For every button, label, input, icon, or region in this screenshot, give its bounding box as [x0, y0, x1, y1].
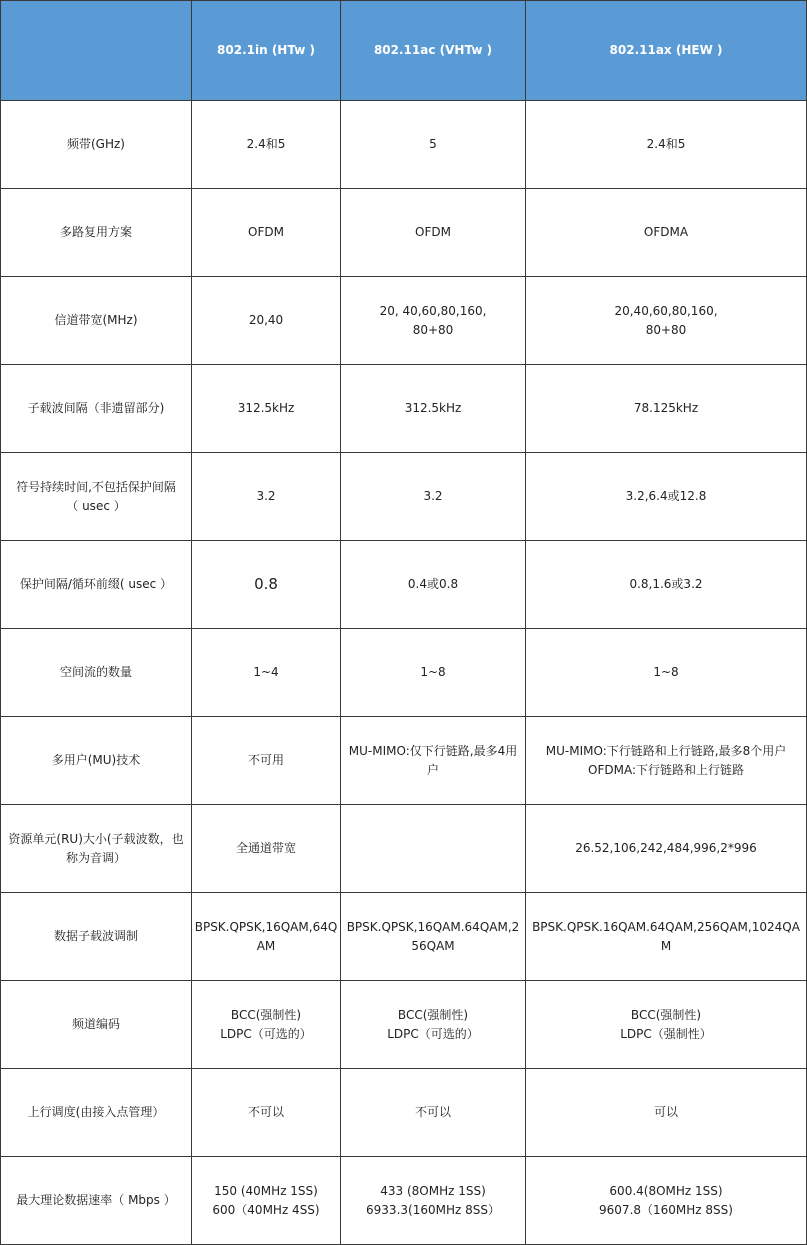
- row-label-cell: [1, 717, 192, 805]
- cell-80211n: [192, 101, 341, 189]
- cell-80211ac: [341, 1157, 526, 1245]
- cell-text: 上行调度(由接入点管理）: [27, 1105, 165, 1119]
- cell-text: 信道带宽(MHz): [54, 313, 138, 327]
- cell-80211ax: [526, 893, 807, 981]
- table-row: [1, 629, 807, 717]
- table-row: [1, 981, 807, 1069]
- cell-80211n: [192, 629, 341, 717]
- cell-80211ax: [526, 1157, 807, 1245]
- cell-80211n: [192, 717, 341, 805]
- cell-80211n: [192, 277, 341, 365]
- cell-80211ac: [341, 805, 526, 893]
- cell-text: OFDMA:下行链路和上行链路: [588, 762, 744, 777]
- cell-text: 80+80: [645, 322, 687, 337]
- table-row: [1, 277, 807, 365]
- cell-80211ac: [341, 717, 526, 805]
- cell-80211n: [192, 981, 341, 1069]
- table-row: [1, 101, 807, 189]
- cell-text: 312.5kHz: [404, 401, 462, 415]
- cell-text: 20, 40,60,80,160,: [379, 303, 487, 318]
- cell-80211ax: [526, 453, 807, 541]
- cell-text: 433 (8OMHz 1SS): [380, 1183, 486, 1198]
- cell-text: 5: [429, 137, 437, 151]
- cell-80211ac: [341, 189, 526, 277]
- cell-80211ac: [341, 1069, 526, 1157]
- cell-text: 9607.8（160MHz 8SS): [599, 1202, 733, 1217]
- row-label-cell: [1, 893, 192, 981]
- header-80211ac: 802.11ac (VHTw ): [341, 1, 526, 101]
- cell-text: LDPC（可选的）: [220, 1026, 312, 1041]
- table-row: [1, 1069, 807, 1157]
- cell-text: （ usec ）: [66, 498, 126, 513]
- cell-text: 1~8: [653, 665, 679, 679]
- row-label-cell: [1, 189, 192, 277]
- cell-text: BCC(强制性): [630, 1007, 702, 1022]
- header-80211n: 802.1in (HTw ): [192, 1, 341, 101]
- row-label-cell: [1, 541, 192, 629]
- cell-80211ax: [526, 277, 807, 365]
- table-row: [1, 541, 807, 629]
- row-label-cell: [1, 453, 192, 541]
- cell-80211ax: [526, 717, 807, 805]
- cell-text: 多路复用方案: [59, 225, 132, 239]
- header-80211ax: 802.11ax (HEW ): [526, 1, 807, 101]
- table-row: [1, 805, 807, 893]
- cell-text: 空间流的数量: [59, 665, 132, 679]
- cell-text: 频道编码: [71, 1017, 120, 1031]
- cell-80211ac: [341, 277, 526, 365]
- cell-text: BCC(强制性): [397, 1007, 469, 1022]
- table-row: [1, 717, 807, 805]
- cell-text: OFDMA: [643, 225, 689, 239]
- header-row: [1, 1, 807, 101]
- cell-text: 150 (40MHz 1SS): [214, 1183, 318, 1198]
- cell-text: 2.4和5: [646, 137, 686, 151]
- table-row: [1, 893, 807, 981]
- cell-text: 不可以: [414, 1105, 451, 1119]
- cell-text: OFDM: [248, 225, 284, 239]
- cell-text: 2.4和5: [246, 137, 286, 151]
- cell-text: 0.8: [254, 575, 278, 593]
- cell-text: 26.52,106,242,484,996,2*996: [575, 841, 757, 855]
- cell-80211ax: [526, 981, 807, 1069]
- table-row: [1, 1157, 807, 1245]
- cell-text: 不可用: [247, 753, 284, 767]
- cell-80211ac: [341, 453, 526, 541]
- cell-80211ac: [341, 981, 526, 1069]
- cell-text: 3.2: [256, 489, 276, 503]
- cell-text: 子载波间隔（非遗留部分): [27, 401, 165, 415]
- cell-text: 600（40MHz 4SS): [212, 1202, 320, 1217]
- table-row: [1, 453, 807, 541]
- row-label-cell: [1, 101, 192, 189]
- cell-text: 保护间隔/循环前缀( usec ）: [19, 577, 173, 591]
- cell-text: 312.5kHz: [237, 401, 295, 415]
- cell-80211n: [192, 453, 341, 541]
- cell-80211n: [192, 893, 341, 981]
- cell-80211n: [192, 1069, 341, 1157]
- cell-80211ac: [341, 365, 526, 453]
- cell-80211n: [192, 189, 341, 277]
- cell-80211ax: [526, 365, 807, 453]
- cell-text: BPSK.QPSK.16QAM.64QAM,256QAM,1024QAM: [532, 919, 800, 953]
- cell-text: 数据子载波调制: [53, 929, 138, 943]
- cell-80211n: [192, 1157, 341, 1245]
- cell-80211ax: [526, 1069, 807, 1157]
- cell-text: 全通道带宽: [235, 841, 296, 855]
- cell-text: 80+80: [412, 322, 454, 337]
- cell-text: BCC(强制性): [230, 1007, 302, 1022]
- cell-80211ax: [526, 805, 807, 893]
- row-label-cell: [1, 629, 192, 717]
- cell-text: 600.4(8OMHz 1SS): [609, 1183, 723, 1198]
- cell-text: 3.2: [423, 489, 443, 503]
- cell-text: 资源单元(RU)大小(子载波数，也称为音调）: [8, 831, 184, 865]
- cell-text: 1~4: [253, 665, 279, 679]
- cell-text: LDPC（强制性）: [620, 1026, 712, 1041]
- row-label-cell: [1, 805, 192, 893]
- cell-text: 20,40,60,80,160,: [614, 303, 718, 318]
- cell-text: 可以: [653, 1105, 678, 1119]
- cell-text: MU-MIMO:下行链路和上行链路,最多8个用户: [545, 743, 787, 758]
- cell-text: 频带(GHz): [67, 137, 125, 151]
- cell-text: 0.8,1.6或3.2: [629, 577, 703, 591]
- cell-text: 最大理论数据速率（ Mbps ）: [16, 1193, 176, 1207]
- cell-80211n: [192, 541, 341, 629]
- cell-80211ac: [341, 629, 526, 717]
- row-label-cell: [1, 277, 192, 365]
- cell-80211ac: [341, 101, 526, 189]
- cell-text: 多用户(MU)技术: [51, 753, 141, 767]
- cell-80211ac: [341, 541, 526, 629]
- header-corner-cell: [1, 1, 192, 101]
- cell-80211ax: [526, 101, 807, 189]
- cell-text: LDPC（可选的）: [387, 1026, 479, 1041]
- cell-80211n: [192, 805, 341, 893]
- cell-text: OFDM: [415, 225, 451, 239]
- table-row: [1, 189, 807, 277]
- cell-text: 0.4或0.8: [407, 577, 459, 591]
- cell-80211ax: [526, 629, 807, 717]
- cell-text: 不可以: [247, 1105, 284, 1119]
- table-row: [1, 365, 807, 453]
- row-label-cell: [1, 1157, 192, 1245]
- cell-text: 3.2,6.4或12.8: [625, 489, 707, 503]
- cell-text: BPSK.QPSK,16QAM,64QAM: [194, 919, 338, 953]
- row-label-cell: [1, 981, 192, 1069]
- cell-80211ax: [526, 189, 807, 277]
- cell-80211ac: [341, 893, 526, 981]
- cell-text: 1~8: [420, 665, 446, 679]
- row-label-cell: [1, 1069, 192, 1157]
- cell-text: 78.125kHz: [633, 401, 699, 415]
- cell-text: BPSK.QPSK,16QAM.64QAM,256QAM: [346, 919, 520, 953]
- cell-80211ax: [526, 541, 807, 629]
- row-label-cell: [1, 365, 192, 453]
- cell-80211n: [192, 365, 341, 453]
- cell-text: 6933.3(160MHz 8SS）: [366, 1202, 500, 1217]
- table-body: [1, 101, 807, 1245]
- cell-text: 符号持续时间,不包括保护间隔: [16, 479, 176, 494]
- cell-text: 20,40: [248, 313, 284, 327]
- cell-text: MU-MIMO:仅下行链路,最多4用户: [348, 743, 518, 777]
